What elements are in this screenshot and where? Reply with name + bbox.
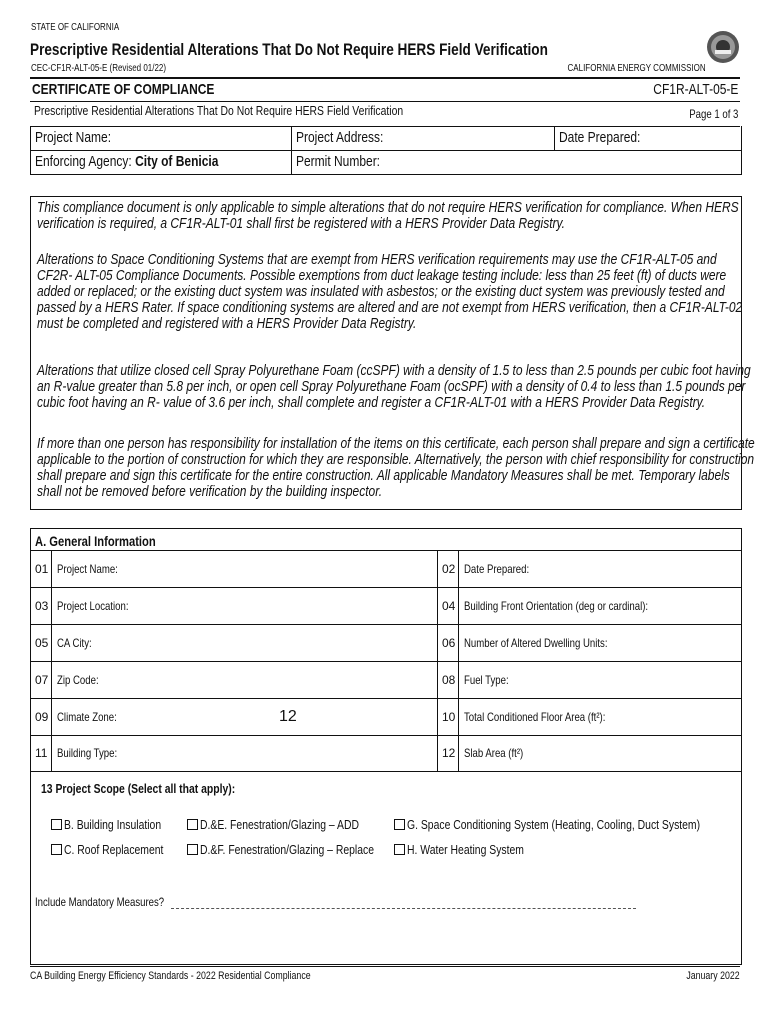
climate-zone-label[interactable]: Climate Zone:: [57, 710, 117, 724]
footer-rule: [30, 966, 740, 967]
ca-city-label[interactable]: CA City:: [57, 636, 92, 650]
scope-checkbox-fenestration-add[interactable]: D.&E. Fenestration/Glazing – ADD: [187, 817, 399, 832]
mandatory-measures-label: Include Mandatory Measures?: [35, 895, 165, 909]
floor-area-label[interactable]: Total Conditioned Floor Area (ft²):: [464, 710, 606, 724]
building-type-label[interactable]: Building Type:: [57, 746, 118, 760]
notice-paragraph-1: This compliance document is only applicable to simple alterations that do not require HERS verification for compliance. When HERS verification is required, a CF1R-ALT-01 shall first be registered with a HERS Provider Data Registry.: [37, 199, 739, 232]
scope-checkbox-water-heating[interactable]: H. Water Heating System: [394, 842, 553, 857]
field-number: 08: [442, 673, 456, 687]
field-number: 07: [35, 673, 49, 687]
form-revision: CEC-CF1R-ALT-05-E (Revised 01/22): [31, 63, 167, 74]
subtitle: Prescriptive Residential Alterations That Do Not Require HERS Field Verification: [34, 103, 404, 118]
field-number: 02: [442, 562, 456, 576]
footer-standards: CA Building Energy Efficiency Standards - 2022 Residential Compliance: [30, 970, 311, 982]
checkbox-icon[interactable]: [187, 819, 198, 830]
project-scope-title: 13 Project Scope (Select all that apply):: [41, 781, 236, 796]
checkbox-icon[interactable]: [187, 844, 198, 855]
field-number: 05: [35, 636, 49, 650]
climate-zone-value[interactable]: 12: [279, 708, 297, 725]
section-title: A. General Information: [35, 533, 156, 549]
field-number: 11: [35, 746, 48, 760]
scope-checkbox-space-conditioning[interactable]: G. Space Conditioning System (Heating, Cooling, Duct System): [394, 817, 770, 832]
field-number: 12: [442, 746, 456, 760]
zip-code-label[interactable]: Zip Code:: [57, 673, 99, 687]
page-number: Page 1 of 3: [688, 107, 738, 121]
state-seal-icon: [706, 30, 740, 64]
notice-paragraph-3: Alterations that utilize closed cell Spray Polyurethane Foam (ccSPF) with a density of 1.5 to less than 2.5 pounds per cubic foot having an R-value greater than 5.8 per inch, or open cell Spray Polyurethane Foam (ocSPF) with a density of 0.4 to less than 1.5 pounds per cubic foot having an R- value of 3.6 per inch, shall complete and register a CF1R-ALT-01 with a HERS Provider Data Registry.: [37, 362, 751, 411]
enforcing-agency-field[interactable]: Enforcing Agency: City of Benicia: [35, 153, 219, 170]
certificate-bar: [30, 77, 740, 102]
field-number: 03: [35, 599, 49, 613]
date-prepared-field[interactable]: Date Prepared:: [559, 129, 641, 146]
permit-number-field[interactable]: Permit Number:: [296, 153, 381, 170]
fuel-type-label[interactable]: Fuel Type:: [464, 673, 509, 687]
mandatory-measures-field[interactable]: [171, 907, 636, 909]
project-name-label[interactable]: Project Name:: [57, 562, 118, 576]
footer-date: January 2022: [686, 970, 740, 982]
state-label: STATE OF CALIFORNIA: [31, 22, 120, 33]
checkbox-icon[interactable]: [394, 844, 405, 855]
project-location-label[interactable]: Project Location:: [57, 599, 129, 613]
date-prepared-label[interactable]: Date Prepared:: [464, 562, 530, 576]
notice-paragraph-4: If more than one person has responsibility for installation of the items on this certificate, each person shall prepare and sign a certificate applicable to the portion of construction for which they are responsible. Alternatively, the person with chief responsibility for construction shall prepare and sign this certificate for the entire construction. All applicable Mandatory Measures shall be met. Temporary labels shall not be removed before verification by the building inspector.: [37, 435, 755, 500]
scope-checkbox-roof-replacement[interactable]: C. Roof Replacement: [51, 842, 188, 857]
general-information-section: [30, 528, 742, 965]
slab-area-label[interactable]: Slab Area (ft²): [464, 746, 524, 760]
document-title: Prescriptive Residential Alterations That Do Not Require HERS Field Verification: [30, 40, 548, 59]
field-number: 10: [442, 710, 456, 724]
subtitle-row: [30, 100, 740, 127]
compliance-notice: [30, 196, 755, 510]
dwelling-units-label[interactable]: Number of Altered Dwelling Units:: [464, 636, 608, 650]
form-id: CF1R-ALT-05-E: [652, 81, 738, 98]
notice-paragraph-2: Alterations to Space Conditioning Systems that are exempt from HERS verification requirements may use the CF1R-ALT-05 and CF2R- ALT-05 Compliance Documents. Possible exemptions from duct leakage testing include: less than 25 feet (ft) of ducts were added or replaced; or the existing duct system was insulated with asbestos; or the existing duct system was previously tested and passed by a HERS Rater. If space conditioning systems are altered and are not exempt from HERS verification, then a CF1R-ALT-02 must be completed and registered with a HERS Provider Data Registry.: [37, 251, 743, 332]
scope-checkbox-building-insulation[interactable]: B. Building Insulation: [51, 817, 185, 832]
project-block: [30, 126, 742, 175]
field-number: 01: [35, 562, 49, 576]
orientation-label[interactable]: Building Front Orientation (deg or cardinal):: [464, 599, 649, 613]
certificate-title: CERTIFICATE OF COMPLIANCE: [32, 81, 215, 98]
checkbox-icon[interactable]: [51, 819, 62, 830]
project-name-field[interactable]: Project Name:: [35, 129, 112, 146]
project-address-field[interactable]: Project Address:: [296, 129, 384, 146]
field-number: 04: [442, 599, 456, 613]
scope-checkbox-fenestration-replace[interactable]: D.&F. Fenestration/Glazing – Replace: [187, 842, 418, 857]
field-number: 09: [35, 710, 49, 724]
field-number: 06: [442, 636, 456, 650]
checkbox-icon[interactable]: [394, 819, 405, 830]
checkbox-icon[interactable]: [51, 844, 62, 855]
commission-label: CALIFORNIA ENERGY COMMISSION: [567, 63, 706, 74]
